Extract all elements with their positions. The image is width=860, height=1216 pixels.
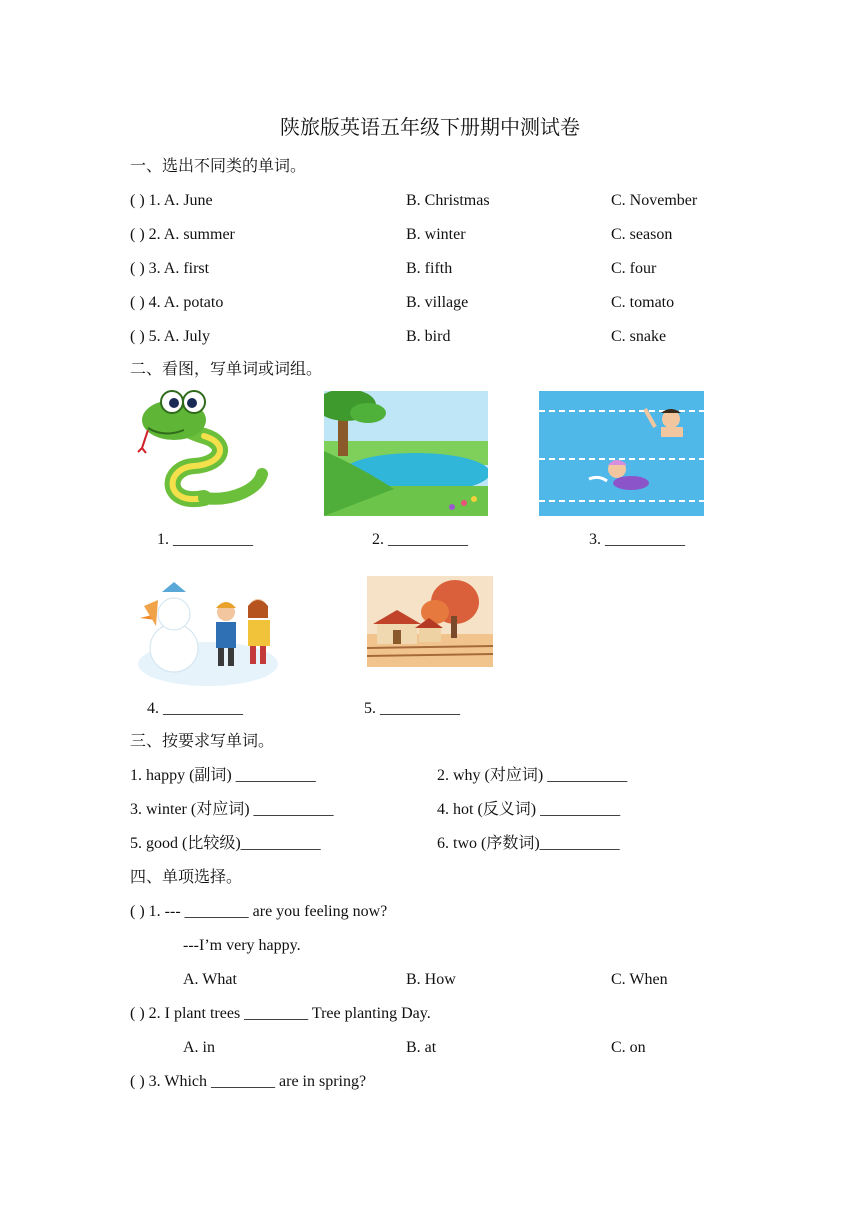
option-c: C. When: [611, 971, 668, 988]
option-a: A. What: [183, 971, 237, 988]
snowman-picture: [134, 578, 282, 688]
option-b: B. winter: [406, 226, 466, 243]
option-c: C. on: [611, 1039, 646, 1056]
page-title: 陕旅版英语五年级下册期中测试卷: [280, 117, 580, 139]
question-stem: ( ) 1. A. June: [130, 192, 213, 209]
question-stem: ( ) 3. Which ________ are in spring?: [130, 1073, 367, 1090]
option-c: C. snake: [611, 328, 667, 345]
option-b: B. at: [406, 1039, 437, 1056]
option-c: C. tomato: [611, 294, 675, 311]
word-task: 5. good (比较级)__________: [130, 835, 321, 852]
blank-1[interactable]: 1. __________: [157, 531, 253, 548]
word-task: 2. why (对应词) __________: [437, 767, 628, 784]
question-stem: ( ) 4. A. potato: [130, 294, 224, 311]
question-stem: ( ) 3. A. first: [130, 260, 210, 277]
word-task: 3. winter (对应词) __________: [130, 801, 334, 818]
snake-picture: [134, 388, 274, 514]
option-a: A. in: [183, 1039, 215, 1056]
section-3-heading: 三、按要求写单词。: [130, 733, 275, 750]
option-c: C. season: [611, 226, 673, 243]
option-c: C. four: [611, 260, 657, 277]
option-b: B. Christmas: [406, 192, 490, 209]
question-stem: ( ) 5. A. July: [130, 328, 210, 345]
blank-3[interactable]: 3. __________: [589, 531, 685, 548]
word-task: 4. hot (反义词) __________: [437, 801, 621, 818]
option-b: B. village: [406, 294, 469, 311]
swimming-picture: [539, 391, 704, 516]
option-b: B. fifth: [406, 260, 453, 277]
option-c: C. November: [611, 192, 698, 209]
blank-5[interactable]: 5. __________: [364, 700, 460, 717]
dialogue-line: ---I’m very happy.: [183, 937, 301, 954]
word-task: 1. happy (副词) __________: [130, 767, 316, 784]
village-picture: [367, 576, 493, 667]
blank-4[interactable]: 4. __________: [147, 700, 243, 717]
section-2-heading: 二、看图，写单词或词组。: [130, 361, 323, 378]
question-stem: ( ) 2. A. summer: [130, 226, 235, 243]
option-b: B. bird: [406, 328, 451, 345]
option-b: B. How: [406, 971, 456, 988]
section-4-heading: 四、单项选择。: [130, 869, 243, 886]
word-task: 6. two (序数词)__________: [437, 835, 620, 852]
blank-2[interactable]: 2. __________: [372, 531, 468, 548]
lake-picture: [324, 391, 488, 516]
question-stem: ( ) 2. I plant trees ________ Tree planting Day.: [130, 1005, 431, 1022]
section-1-heading: 一、选出不同类的单词。: [130, 158, 307, 175]
question-stem: ( ) 1. --- ________ are you feeling now?: [130, 903, 388, 920]
